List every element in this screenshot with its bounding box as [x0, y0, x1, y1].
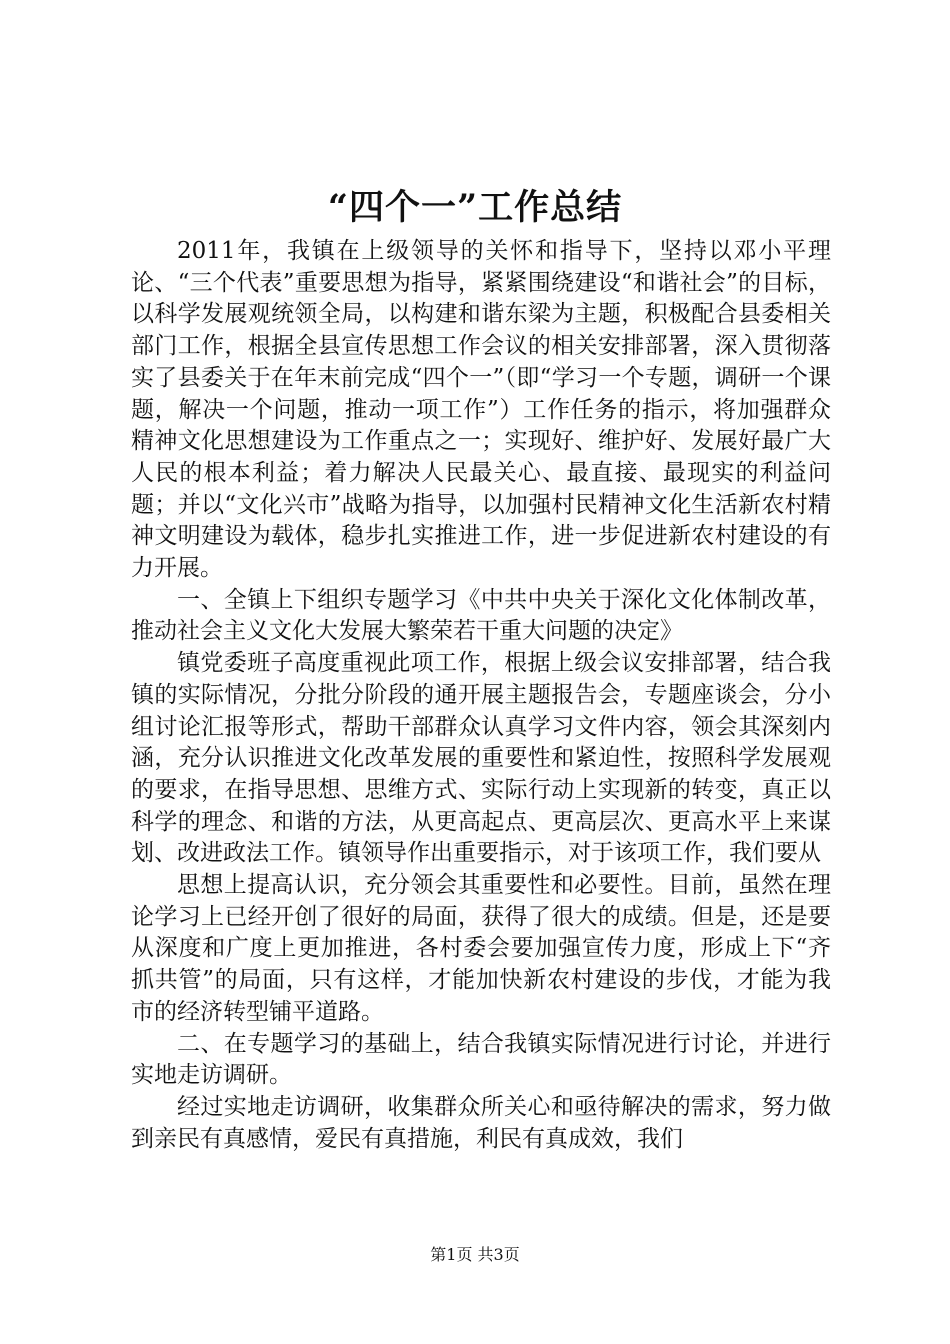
page-number-footer: 第1页 共3页 — [430, 1245, 520, 1264]
paragraph-section-1-continued: 思想上提高认识，充分领会其重要性和必要性。目前，虽然在理论学习上已经开创了很好的局面，获得了很大的成绩。但是，还是要从深度和广度上更加推进，各村委会要加强宣传力度，形成上下“齐抓共管”的局面，只有这样，才能加快新农村建设的步伐，才能为我市的经济转型铺平道路。 — [131, 872, 831, 1025]
paragraph-section-2: 经过实地走访调研，收集群众所关心和亟待解决的需求，努力做到亲民有真感情，爱民有真措施，利民有真成效，我们 — [131, 1093, 831, 1152]
paragraph-intro: 2011年，我镇在上级领导的关怀和指导下，坚持以邓小平理论、“三个代表”重要思想为指导，紧紧围绕建设“和谐社会”的目标，以科学发展观统领全局，以构建和谐东梁为主题，积极配合县委相关部门工作，根据全县宣传思想工作会议的相关安排部署，深入贯彻落实了县委关于在年末前完成“四个一”（即“学习一个专题，调研一个课题，解决一个问题，推动一项工作”）工作任务的指示，将加强群众精神文化思想建设为工作重点之一；实现好、维护好、发展好最广大人民的根本利益；着力解决人民最关心、最直接、最现实的利益问题；并以“文化兴市”战略为指导，以加强村民精神文化生活新农村精神文明建设为载体，稳步扎实推进工作，进一步促进新农村建设的有力开展。 — [131, 238, 831, 582]
section-heading-1: 一、全镇上下组织专题学习《中共中央关于深化文化体制改革，推动社会主义文化大发展大繁荣若干重大问题的决定》 — [131, 586, 831, 645]
document-body — [131, 236, 831, 1155]
paragraph-section-1: 镇党委班子高度重视此项工作，根据上级会议安排部署，结合我镇的实际情况，分批分阶段的通开展主题报告会，专题座谈会，分小组讨论汇报等形式，帮助干部群众认真学习文件内容，领会其深刻内涵，充分认识推进文化改革发展的重要性和紧迫性，按照科学发展观的要求，在指导思想、思维方式、实际行动上实现新的转变，真正以科学的理念、和谐的方法，从更高起点、更高层次、更高水平上来谋划、改进政法工作。镇领导作出重要指示，对于该项工作，我们要从 — [131, 650, 831, 867]
section-heading-2: 二、在专题学习的基础上，结合我镇实际情况进行讨论，并进行实地走访调研。 — [131, 1030, 831, 1089]
document-title: “四个一”工作总结 — [327, 187, 623, 228]
